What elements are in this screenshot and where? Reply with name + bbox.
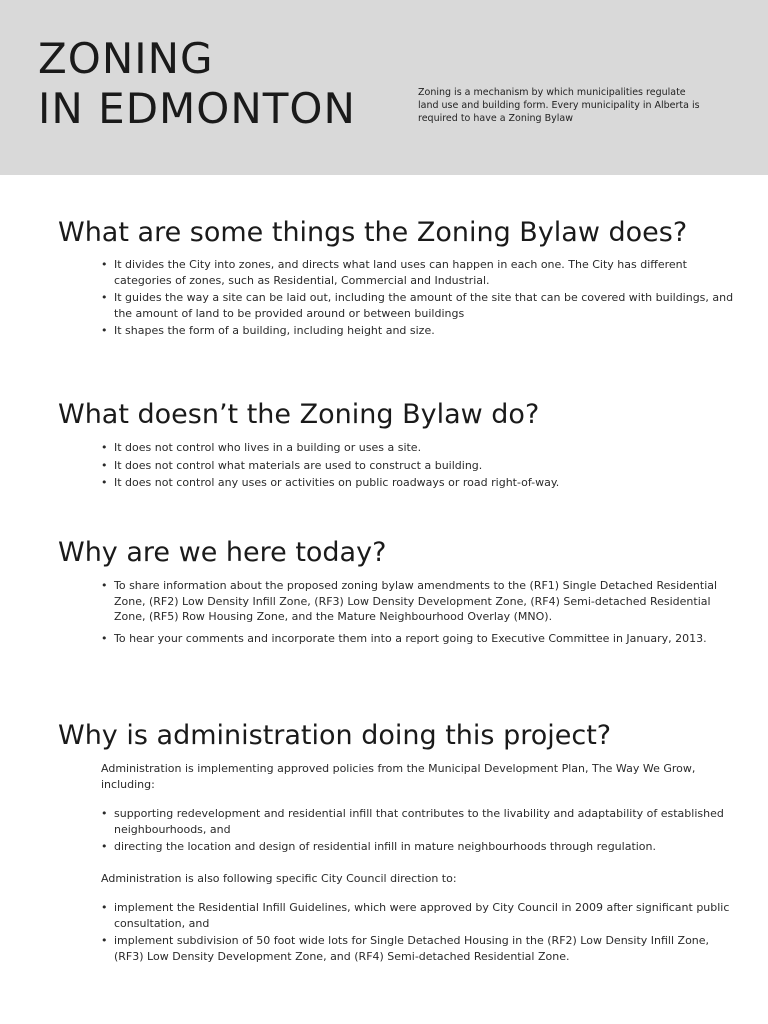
section-why-administration <box>58 719 738 964</box>
section-heading: What are some things the Zoning Bylaw does? <box>58 217 688 248</box>
section-what-bylaw-doesnt-do <box>58 398 738 491</box>
list-item: • directing the location and design of residential infill in mature neighbourhoods through regulation. <box>58 839 738 855</box>
intro-text: Zoning is a mechanism by which municipalities regulate land use and building form. Every municipality in Alberta is required to have a Zoning Bylaw <box>418 87 700 124</box>
page-title <box>38 34 356 134</box>
paragraph: Administration is implementing approved policies from the Municipal Development Plan, The Way We Grow, including: <box>101 762 696 791</box>
header-banner <box>0 0 768 175</box>
paragraph: Administration is also following specific City Council direction to: <box>101 871 457 885</box>
bullet-list <box>58 257 738 339</box>
list-item: • It does not control any uses or activities on public roadways or road right-of-way. <box>58 475 738 491</box>
list-item: • implement the Residential Infill Guidelines, which were approved by City Council in 2009 after significant public consultation, and <box>58 900 738 931</box>
section-heading: What doesn’t the Zoning Bylaw do? <box>58 399 540 430</box>
list-item: • It does not control who lives in a building or uses a site. <box>58 440 738 456</box>
section-heading: Why are we here today? <box>58 537 387 568</box>
page-title-line-1: ZONING <box>38 34 214 83</box>
list-item: • It shapes the form of a building, including height and size. <box>58 323 738 339</box>
bullet-list <box>58 440 738 491</box>
section-what-bylaw-does <box>58 216 738 339</box>
list-item: • It does not control what materials are used to construct a building. <box>58 458 738 474</box>
section-why-here-today <box>58 536 738 646</box>
list-item: • To share information about the proposed zoning bylaw amendments to the (RF1) Single Detached Residential Zone, (RF2) Low Density Infill Zone, (RF3) Low Density Development Zone, (RF4) Semi-detached Residential Zone, (RF5) Row Housing Zone, and the Mature Neighbourhood Overlay (MNO). <box>58 578 738 625</box>
section-heading: Why is administration doing this project? <box>58 720 612 751</box>
list-item: • supporting redevelopment and residential infill that contributes to the livability and adaptability of established neighbourhoods, and <box>58 806 738 837</box>
bullet-list <box>58 900 738 964</box>
list-item: • It guides the way a site can be laid out, including the amount of the site that can be covered with buildings, and the amount of land to be provided around or between buildings <box>58 290 738 321</box>
bullet-list <box>58 806 738 855</box>
list-item: • It divides the City into zones, and directs what land uses can happen in each one. The City has different categories of zones, such as Residential, Commercial and Industrial. <box>58 257 738 288</box>
list-item: • implement subdivision of 50 foot wide lots for Single Detached Housing in the (RF2) Low Density Infill Zone, (RF3) Low Density Development Zone, and (RF4) Semi-detached Residential Zone. <box>58 933 738 964</box>
bullet-list <box>58 578 738 646</box>
page-title-line-2: IN EDMONTON <box>38 84 356 133</box>
list-item: • To hear your comments and incorporate them into a report going to Executive Committee in January, 2013. <box>58 631 738 647</box>
